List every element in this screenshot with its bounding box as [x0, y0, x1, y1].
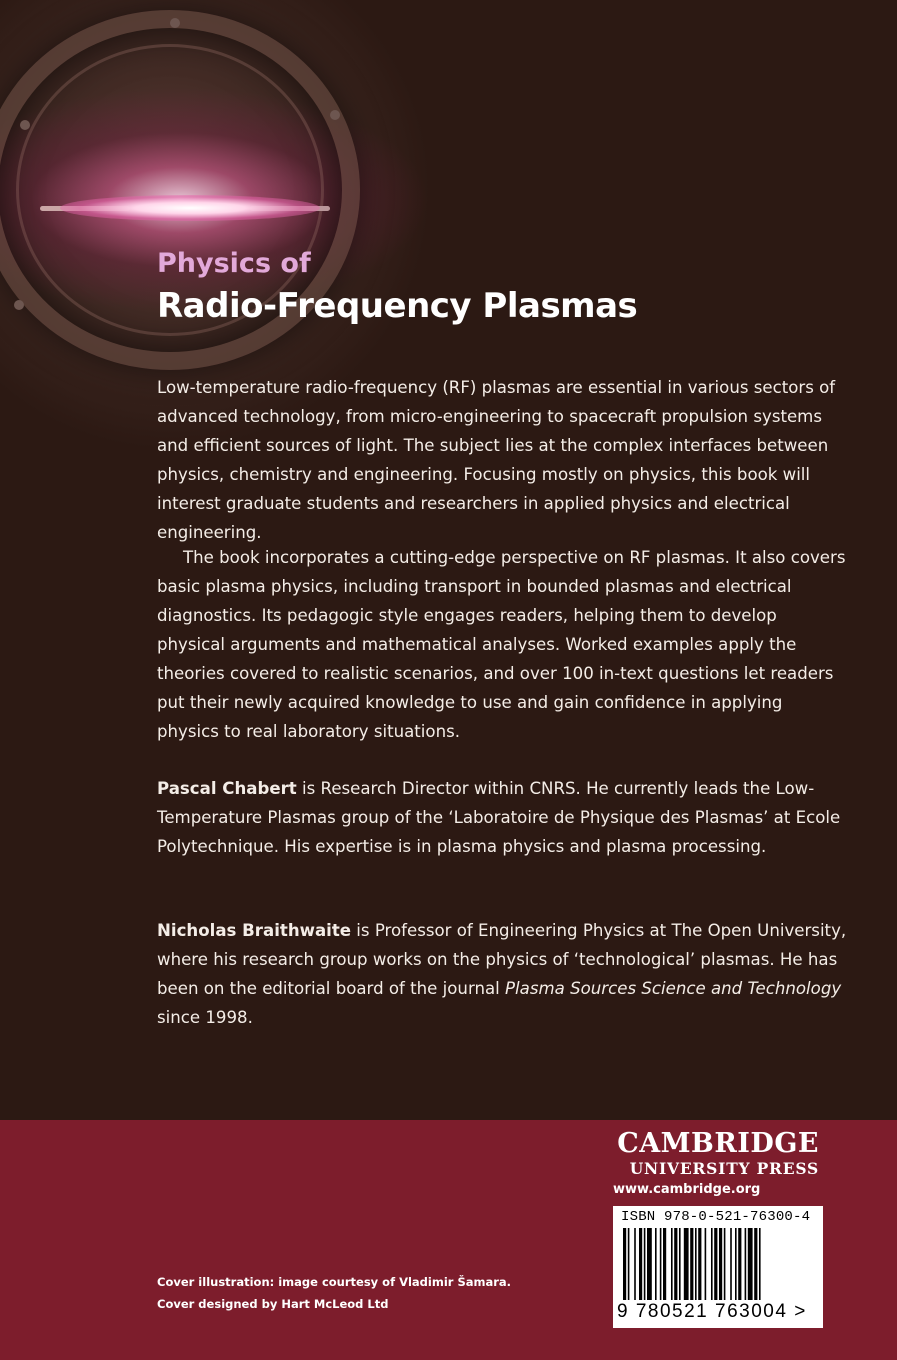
author-bio-text: is Professor of Engineering Physics at The Open University, where his research group works on the physics of ‘technological’ plasmas. He has been on the editorial board of the journal [157, 921, 847, 998]
author-bio-text-end: since 1998. [157, 1008, 253, 1027]
publisher-name: CAMBRIDGE [617, 1128, 819, 1159]
description-paragraph-1: Low-temperature radio-frequency (RF) plasmas are essential in various sectors of advanced technology, from micro-engineering to spacecraft propulsion systems and efficient sources of light. The subject lies at the complex interfaces between physics, chemistry and engineering. Focusing mostly on physics, this book will interest graduate students and researchers in applied physics and electrical engineering. [157, 378, 836, 542]
plasma-glow [60, 195, 320, 221]
author-name: Nicholas Braithwaite [157, 921, 352, 940]
author-bio-chabert [157, 774, 847, 861]
barcode-icon [623, 1228, 813, 1300]
author-bio-text: is Research Director within CNRS. He currently leads the Low-Temperature Plasmas group of the ‘Laboratoire de Physique des Plasmas’ at Ecole Polytechnique. His expertise is in plasma physics and plasma processing. [157, 779, 841, 856]
barcode-digits: 9 780521 763004 > [617, 1301, 807, 1322]
book-title-prefix: Physics of [157, 248, 311, 279]
cover-credits [157, 1271, 511, 1315]
flange-bolt [20, 120, 30, 130]
flange-bolt [330, 110, 340, 120]
design-credit: Cover designed by Hart McLeod Ltd [157, 1297, 389, 1311]
author-bio-braithwaite [157, 916, 847, 1032]
publisher-subtitle: UNIVERSITY PRESS [629, 1159, 819, 1178]
publisher-url: www.cambridge.org [613, 1182, 761, 1197]
isbn-label: ISBN 978-0-521-76300-4 [621, 1209, 811, 1225]
flange-bolt [14, 300, 24, 310]
publisher-logo [617, 1128, 819, 1178]
illustration-credit: Cover illustration: image courtesy of Vladimir Šamara. [157, 1275, 512, 1289]
book-title: Radio-Frequency Plasmas [157, 286, 638, 326]
author-name: Pascal Chabert [157, 779, 297, 798]
journal-title: Plasma Sources Science and Technology [505, 979, 842, 998]
isbn-barcode [613, 1206, 823, 1328]
flange-bolt [170, 18, 180, 28]
description-paragraph-2: The book incorporates a cutting-edge perspective on RF plasmas. It also covers basic plasma physics, including transport in bounded plasmas and electrical diagnostics. Its pedagogic style engages readers, helping them to develop physical arguments and mathematical analyses. Worked examples apply the theories covered to realistic scenarios, and over 100 in-text questions let readers put their newly acquired knowledge to use and gain confidence in applying physics to real laboratory situations. [157, 548, 846, 741]
